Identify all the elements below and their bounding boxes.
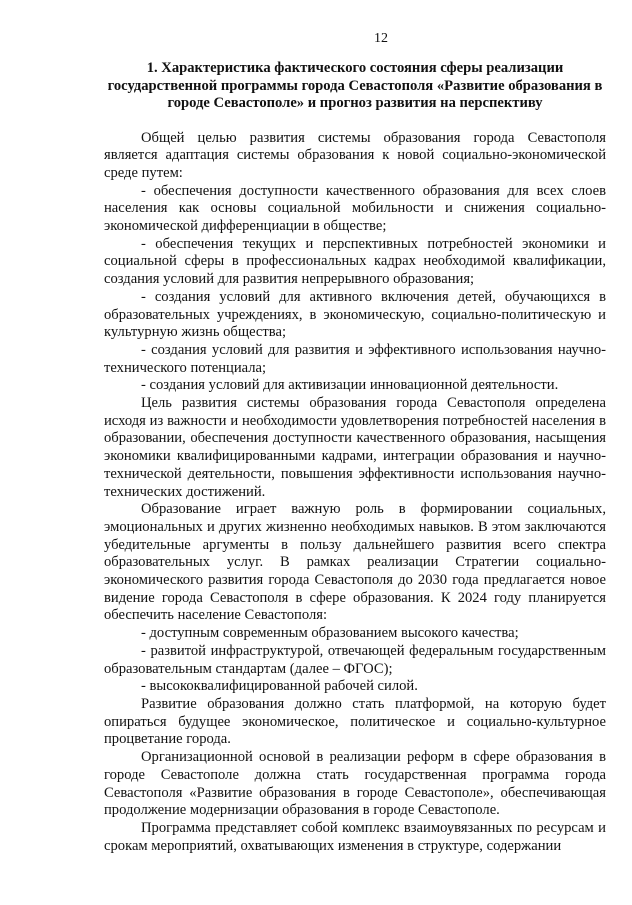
paragraph: Развитие образования должно стать платформой, на которую будет опираться будущее экономическое, политическое и социально-культурное процветание города. xyxy=(104,696,606,748)
section-heading: 1. Характеристика фактического состояния сферы реализации государственной программы города Севастополя «Развитие образования в городе Севастополе» и прогноз развития на перспективу xyxy=(107,60,603,111)
paragraph: Образование играет важную роль в формировании социальных, эмоциональных и других жизненно необходимых навыков. В этом заключаются убедительные аргументы в пользу дальнейшего развития всего спектра образовательных услуг. В рамках реализации Стратегии социально-экономического развития города Севастополя до 2030 года предлагается новое видение города Севастополя в сфере образования. К 2024 году планируется обеспечить население Севастополя: xyxy=(104,501,606,624)
paragraph: Программа представляет собой комплекс взаимоувязанных по ресурсам и срокам мероприятий, охватывающих изменения в структуре, содержании xyxy=(104,819,606,854)
paragraph: Организационной основой в реализации реформ в сфере образования в городе Севастополе должна стать государственная программа города Севастополя «Развитие образования в городе Севастополе», обеспечивающая продолжение модернизации образования в городе Севастополе. xyxy=(104,749,606,819)
paragraph: - создания условий для развития и эффективного использования научно-технического потенциала; xyxy=(104,341,606,376)
page-number: 12 xyxy=(374,31,388,46)
paragraph: - обеспечения доступности качественного образования для всех слоев населения как основы социальной мобильности и снижения социально-экономической дифференциации в обществе; xyxy=(104,182,606,235)
paragraph: - создания условий для активного включения детей, обучающихся в образовательных учреждениях, в экономическую, социально-политическую и культурную жизнь общества; xyxy=(104,288,606,341)
paragraph: Общей целью развития системы образования города Севастополя является адаптация системы образования к новой социально-экономической среде путем: xyxy=(104,129,606,181)
paragraph: - доступным современным образованием высокого качества; xyxy=(141,625,519,642)
paragraph: - развитой инфраструктурой, отвечающей федеральным государственным образовательным стандартам (далее – ФГОС); xyxy=(104,642,606,677)
body-text xyxy=(104,130,606,856)
paragraph: - создания условий для активизации инновационной деятельности. xyxy=(141,377,559,394)
paragraph: - обеспечения текущих и перспективных потребностей экономики и социальной сферы в профессиональных кадрах необходимой квалификации, создания условий для развития непрерывного образования; xyxy=(104,235,606,288)
paragraph: - высококвалифицированной рабочей силой. xyxy=(141,678,418,695)
paragraph: Цель развития системы образования города Севастополя определена исходя из важности и необходимости удовлетворения потребностей населения в образовании, обеспечения доступности качественного образования, насыщения экономики квалифицированными кадрами, интеграции образования и научно-технической деятельности, повышения эффективности использования научно-технических достижений. xyxy=(104,395,606,500)
